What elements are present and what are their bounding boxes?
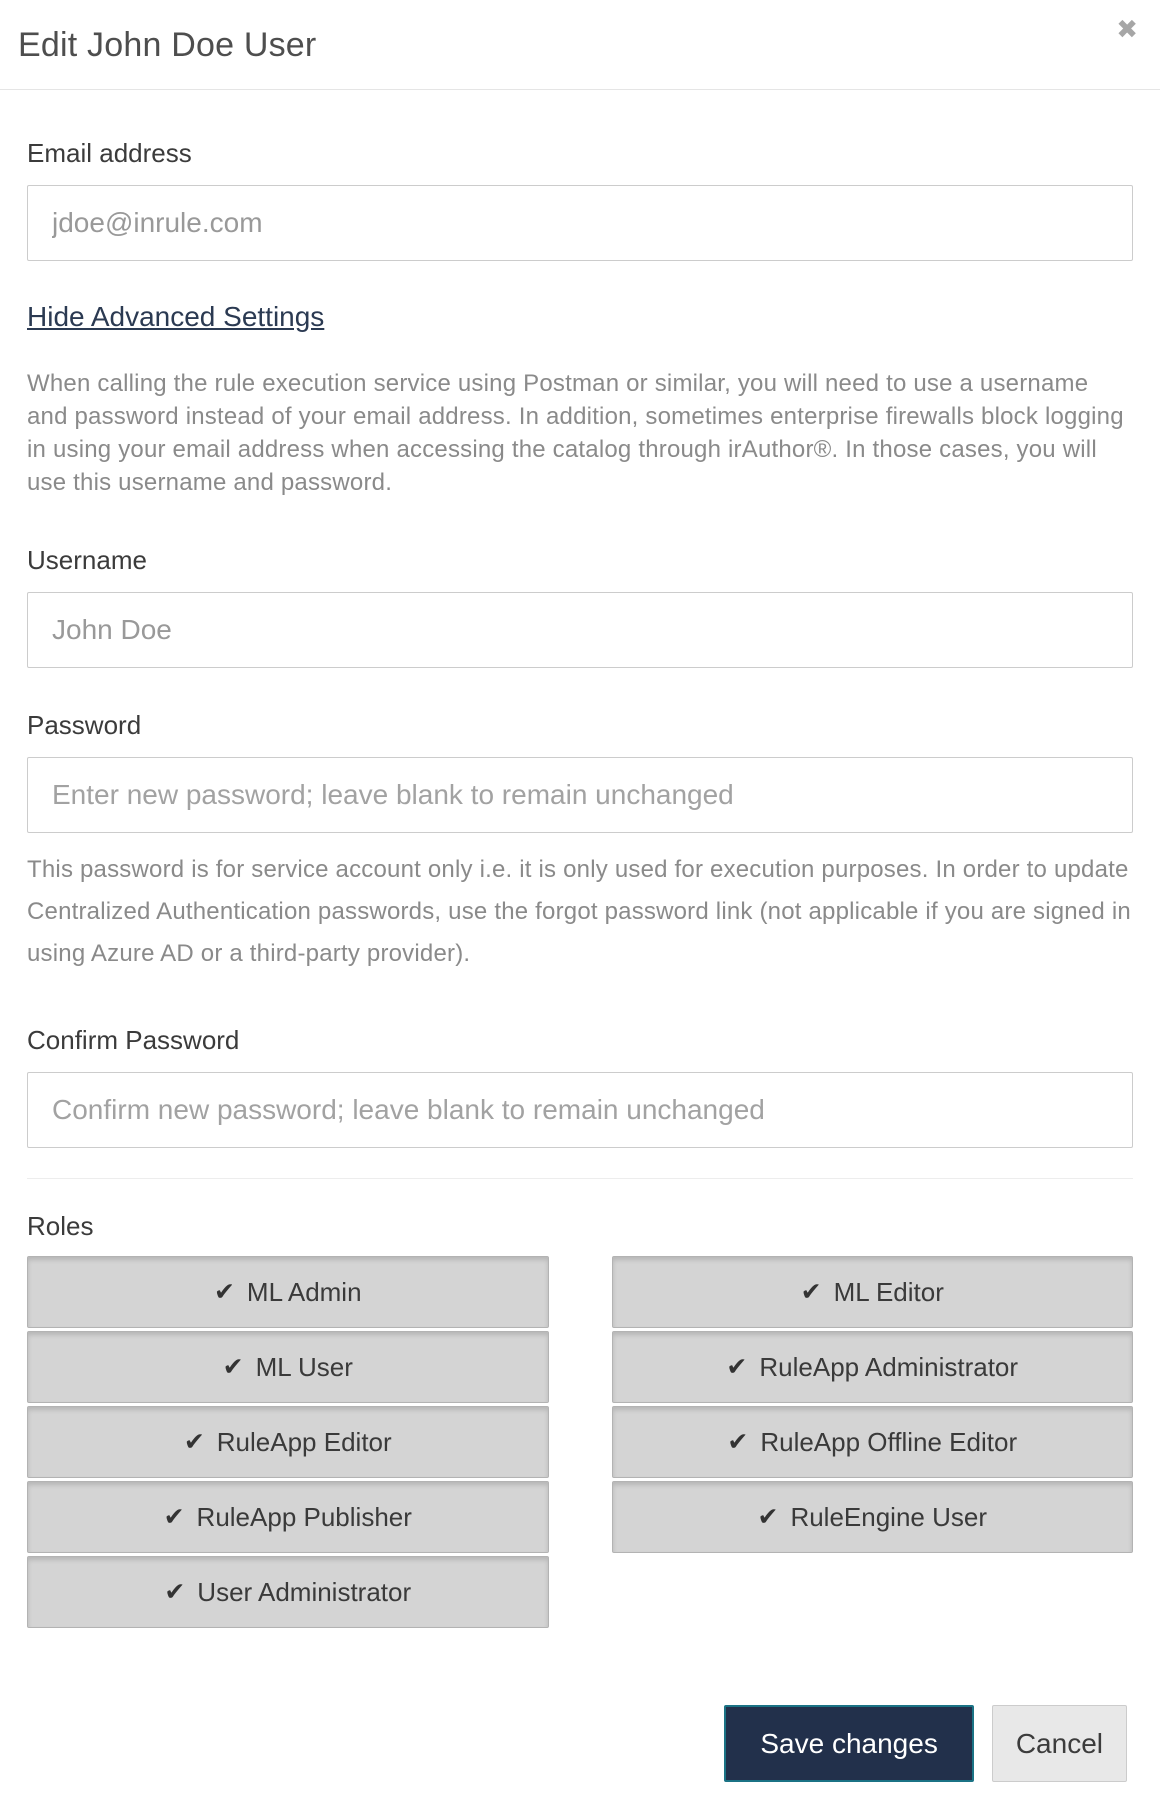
- check-icon: ✔: [183, 1427, 205, 1456]
- role-toggle-button[interactable]: [27, 1256, 549, 1328]
- role-label: RuleApp Editor: [216, 1426, 392, 1457]
- role-toggle-button[interactable]: [27, 1556, 549, 1628]
- email-field[interactable]: [27, 185, 1133, 261]
- role-toggle-button[interactable]: [612, 1406, 1134, 1478]
- modal-title: Edit John Doe User: [18, 26, 317, 64]
- role-toggle-button[interactable]: [27, 1481, 549, 1553]
- confirm-password-field[interactable]: [27, 1072, 1133, 1148]
- modal-header: [0, 0, 1160, 90]
- password-label: Password: [27, 710, 142, 740]
- email-label: Email address: [27, 138, 192, 168]
- check-icon: ✔: [727, 1427, 749, 1456]
- password-help-text: This password is for service account only i.e. it is only used for execution purposes. In order to update Centralized Authentication passwords, use the forgot password link (not applicable if you are signed in using Azure AD or a third-party provider).: [27, 856, 1131, 967]
- roles-label: Roles: [27, 1211, 94, 1241]
- check-icon: ✔: [213, 1277, 235, 1306]
- hide-advanced-settings-link[interactable]: Hide Advanced Settings: [27, 301, 325, 332]
- role-toggle-button[interactable]: [612, 1331, 1134, 1403]
- section-divider: [27, 1178, 1133, 1179]
- role-toggle-button[interactable]: [612, 1481, 1134, 1553]
- check-icon: ✔: [163, 1502, 185, 1531]
- role-label: RuleApp Administrator: [759, 1351, 1019, 1382]
- advanced-settings-description: When calling the rule execution service using Postman or similar, you will need to use a username and password instead of your email address. In addition, sometimes enterprise firewalls block logging in using your email address when accessing the catalog through irAuthor®. In those cases, you will use this username and password.: [27, 370, 1124, 496]
- username-label: Username: [27, 545, 147, 575]
- modal-footer: [724, 1705, 1127, 1782]
- close-icon[interactable]: ✖: [1116, 14, 1138, 44]
- check-icon: ✔: [164, 1577, 186, 1606]
- role-label: RuleApp Offline Editor: [760, 1426, 1018, 1457]
- password-field[interactable]: [27, 757, 1133, 833]
- check-icon: ✔: [726, 1352, 748, 1381]
- role-label: ML Admin: [246, 1276, 362, 1307]
- roles-column-right: [612, 1256, 1134, 1628]
- role-label: User Administrator: [197, 1576, 412, 1607]
- check-icon: ✔: [222, 1352, 244, 1381]
- modal-body: [0, 90, 1160, 1628]
- confirm-password-label: Confirm Password: [27, 1025, 240, 1055]
- role-label: ML User: [255, 1351, 353, 1382]
- role-label: RuleApp Publisher: [196, 1501, 412, 1532]
- role-toggle-button[interactable]: [612, 1256, 1134, 1328]
- roles-column-left: [27, 1256, 549, 1628]
- role-label: ML Editor: [833, 1276, 944, 1307]
- roles-grid: [27, 1256, 1133, 1628]
- save-changes-button[interactable]: Save changes: [724, 1705, 973, 1782]
- username-field[interactable]: [27, 592, 1133, 668]
- check-icon: ✔: [757, 1502, 779, 1531]
- check-icon: ✔: [800, 1277, 822, 1306]
- role-toggle-button[interactable]: [27, 1406, 549, 1478]
- role-toggle-button[interactable]: [27, 1331, 549, 1403]
- cancel-button[interactable]: Cancel: [992, 1705, 1127, 1782]
- role-label: RuleEngine User: [790, 1501, 987, 1532]
